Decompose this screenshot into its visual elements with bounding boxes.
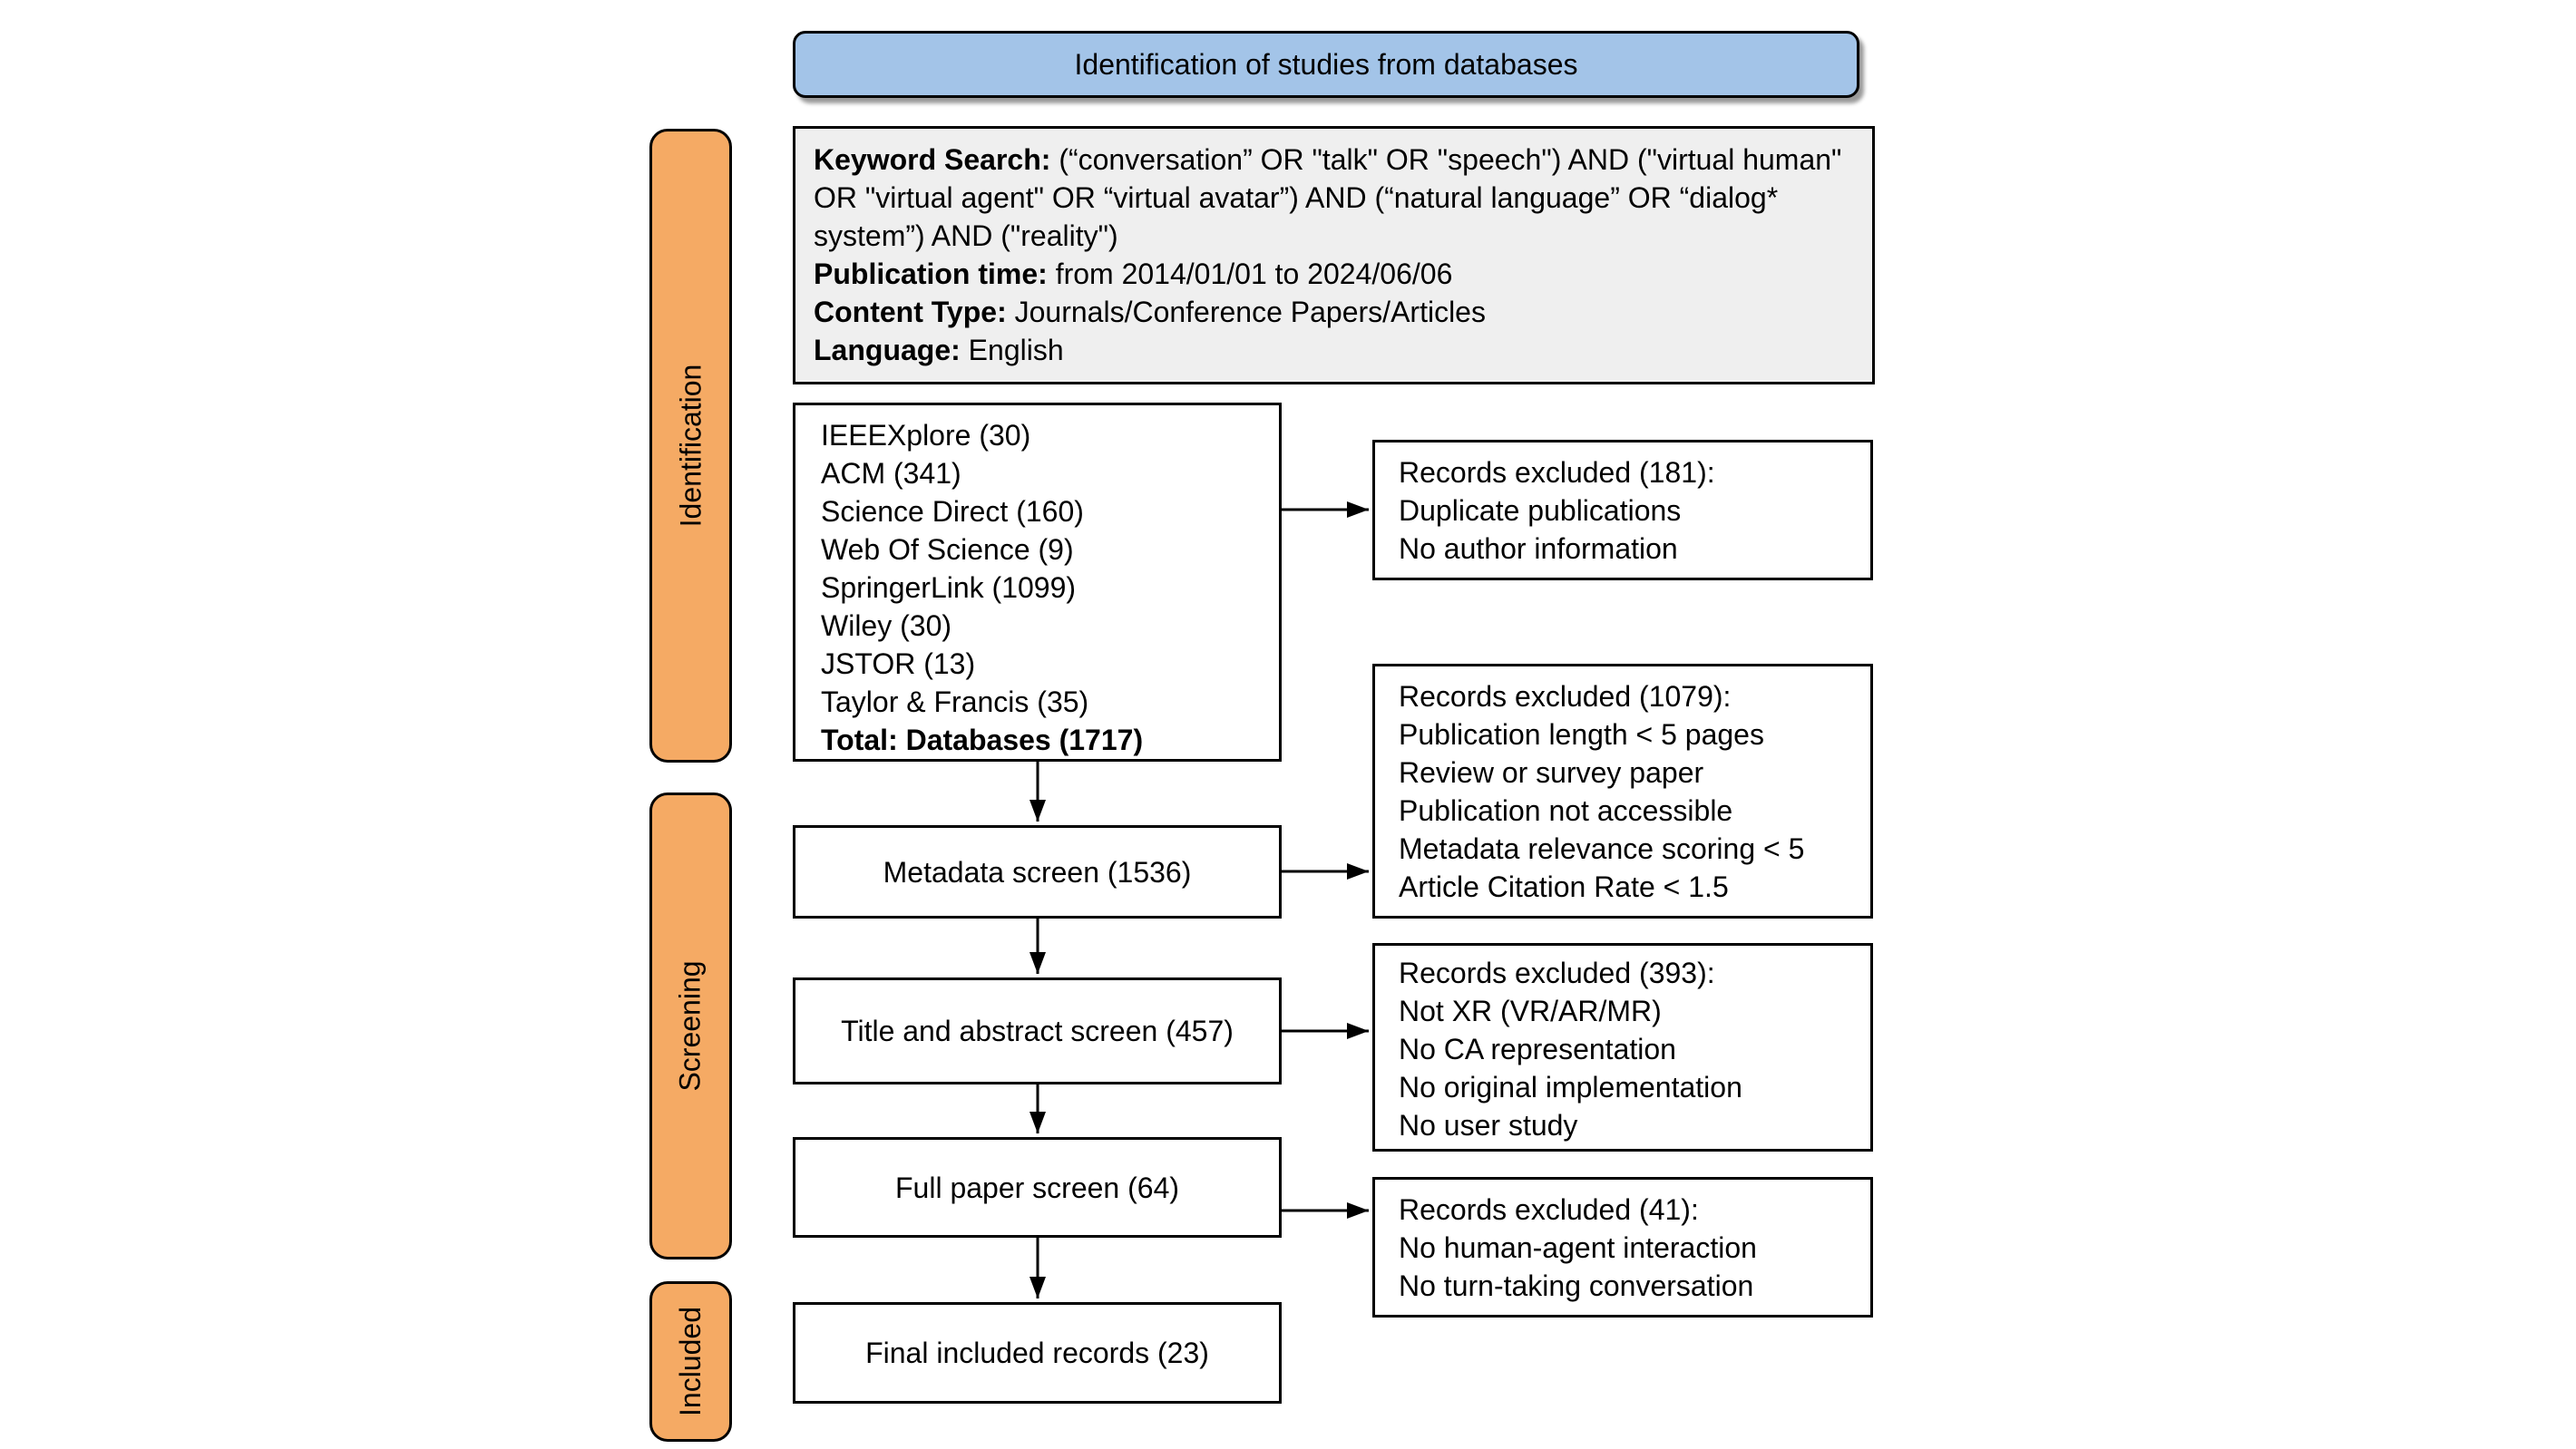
criteria-language-line (814, 331, 1854, 369)
final-included-records-label: Final included records (23) (865, 1337, 1209, 1369)
excluded-reason: No turn-taking conversation (1399, 1269, 1754, 1302)
language-label: Language: (814, 334, 961, 366)
excluded-reason: No user study (1399, 1109, 1578, 1142)
database-item: Science Direct (160) (821, 495, 1084, 528)
excluded-reason: Article Citation Rate < 1.5 (1399, 870, 1729, 903)
keyword-search-label: Keyword Search: (814, 143, 1051, 176)
database-item: Taylor & Francis (35) (821, 686, 1089, 718)
content-type-label: Content Type: (814, 296, 1007, 328)
full-paper-screen-box (793, 1137, 1282, 1238)
stage-bar-screening (649, 793, 732, 1259)
title-abstract-screen-box (793, 977, 1282, 1084)
database-item: Web Of Science (9) (821, 533, 1074, 566)
excluded-title: Records excluded (1079): (1399, 680, 1732, 713)
language-text: English (960, 334, 1064, 366)
metadata-screen-box (793, 825, 1282, 919)
excluded-reason: Not XR (VR/AR/MR) (1399, 995, 1662, 1027)
database-item: ACM (341) (821, 457, 961, 490)
excluded-title: Records excluded (181): (1399, 456, 1715, 489)
search-criteria-box (793, 126, 1875, 384)
excluded-title: Records excluded (393): (1399, 957, 1715, 989)
stage-bar-included (649, 1281, 732, 1442)
excluded-reason: Review or survey paper (1399, 756, 1704, 789)
criteria-content-line (814, 293, 1854, 331)
databases-box (793, 403, 1282, 762)
criteria-publication-line (814, 255, 1854, 293)
excluded-reason: No author information (1399, 532, 1678, 565)
title-banner (793, 31, 1859, 98)
database-item: SpringerLink (1099) (821, 571, 1077, 604)
records-excluded-41-box (1372, 1177, 1873, 1318)
records-excluded-181-box (1372, 440, 1873, 580)
title-banner-label: Identification of studies from databases (1074, 48, 1578, 81)
excluded-reason: No original implementation (1399, 1071, 1742, 1104)
stage-bar-identification (649, 129, 732, 763)
content-type-text: Journals/Conference Papers/Articles (1006, 296, 1486, 328)
criteria-keyword-line (814, 141, 1854, 255)
excluded-reason: No human-agent interaction (1399, 1231, 1757, 1264)
keyword-search-text: (“conversation” OR "talk" OR "speech") AND ("virtual human" OR "virtual agent" OR “virtual avatar”) AND (“natural language” OR “dialog* system”) AND ("reality") (814, 143, 1842, 252)
stage-included-label: Included (674, 1307, 707, 1416)
stage-identification-label: Identification (674, 364, 707, 528)
publication-time-label: Publication time: (814, 258, 1048, 290)
records-excluded-1079-box (1372, 664, 1873, 919)
title-abstract-screen-label: Title and abstract screen (457) (841, 1015, 1234, 1047)
database-item: JSTOR (13) (821, 647, 976, 680)
excluded-reason: No CA representation (1399, 1033, 1676, 1065)
excluded-reason: Publication length < 5 pages (1399, 718, 1764, 751)
records-excluded-393-box (1372, 943, 1873, 1152)
excluded-title: Records excluded (41): (1399, 1193, 1699, 1226)
publication-time-text: from 2014/01/01 to 2024/06/06 (1047, 258, 1453, 290)
database-item: Wiley (30) (821, 609, 952, 642)
full-paper-screen-label: Full paper screen (64) (894, 1171, 1180, 1204)
metadata-screen-label: Metadata screen (1536) (883, 855, 1192, 889)
excluded-reason: Metadata relevance scoring < 5 (1399, 832, 1805, 865)
final-included-records-box (793, 1302, 1282, 1404)
stage-screening-label: Screening (674, 960, 707, 1092)
excluded-reason: Publication not accessible (1399, 794, 1733, 827)
databases-total: Total: Databases (1717) (821, 724, 1144, 756)
database-item: IEEEXplore (30) (821, 419, 1031, 452)
excluded-reason: Duplicate publications (1399, 494, 1682, 527)
